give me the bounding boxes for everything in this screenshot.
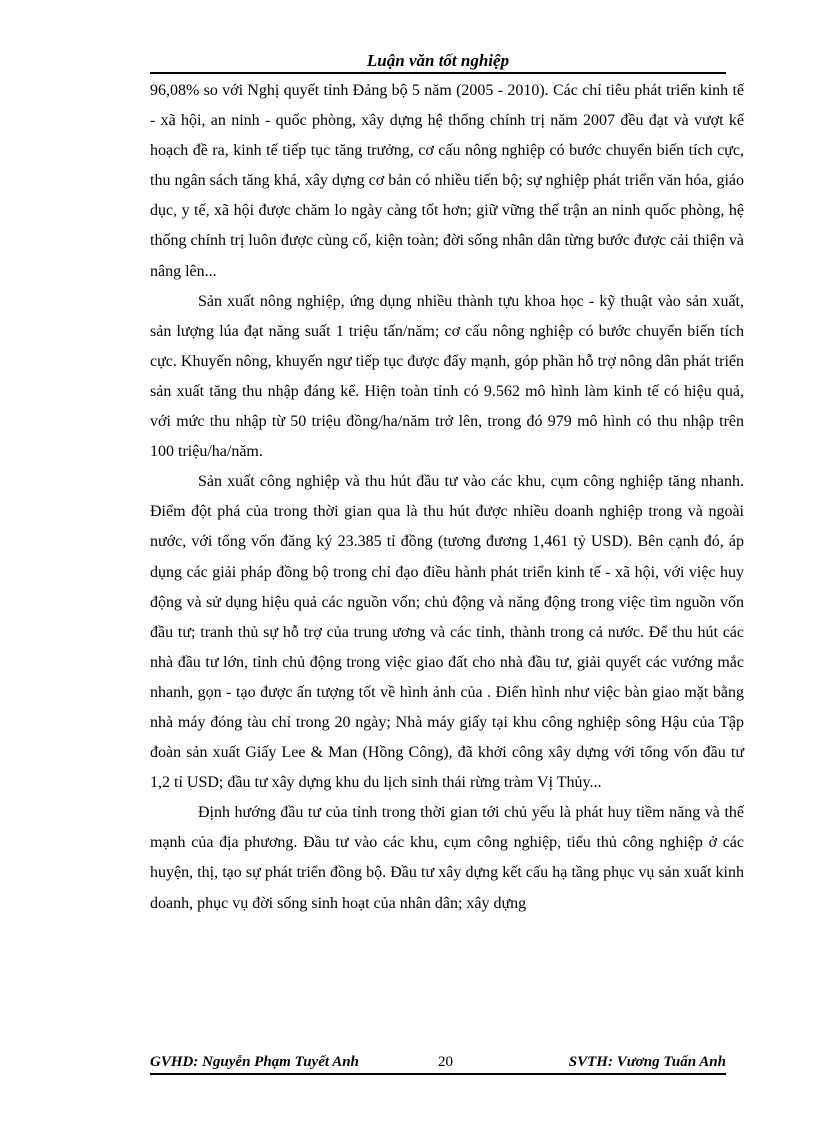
footer-student: SVTH: Vương Tuấn Anh — [568, 1054, 726, 1070]
document-body — [150, 76, 744, 919]
footer-advisor: GVHD: Nguyễn Phạm Tuyết Anh — [150, 1054, 359, 1070]
header-title: Luận văn tốt nghiệp — [366, 51, 510, 70]
paragraph-agriculture: Sản xuất nông nghiệp, ứng dụng nhiều thành tựu khoa học - kỹ thuật vào sản xuất, sản lượng lúa đạt năng suất 1 triệu tấn/năm; cơ cấu nông nghiệp có bước chuyển biến tích cực. Khuyến nông, khuyến ngư tiếp tục được đẩy mạnh, góp phần hỗ trợ nông dân phát triển sản xuất tăng thu nhập đáng kể. Hiện toàn tỉnh có 9.562 mô hình làm kinh tế có hiệu quả, với mức thu nhập từ 50 triệu đồng/ha/năm trở lên, trong đó 979 mô hình có thu nhập trên 100 triệu/ha/năm. — [150, 292, 744, 461]
paragraph-continuation: 96,08% so với Nghị quyết tỉnh Đảng bộ 5 năm (2005 - 2010). Các chỉ tiêu phát triển kinh tế - xã hội, an ninh - quốc phòng, xây dựng hệ thống chính trị năm 2007 đều đạt và vượt kế hoạch đề ra, kinh tế tiếp tục tăng trưởng, cơ cấu nông nghiệp có bước chuyển biến tích cực, thu ngân sách tăng khá, xây dựng cơ bản có nhiều tiến bộ; sự nghiệp phát triển văn hóa, giáo dục, y tế, xã hội được chăm lo ngày càng tốt hơn; giữ vững thế trận an ninh quốc phòng, hệ thống chính trị luôn được cùng cố, kiện toàn; đời sống nhân dân từng bước được cải thiện và nâng lên... — [150, 82, 744, 280]
paragraph-industry: Sản xuất công nghiệp và thu hút đầu tư vào các khu, cụm công nghiệp tăng nhanh. Điểm đột phá của trong thời gian qua là thu hút được nhiều doanh nghiệp trong và ngoài nước, với tổng vốn đăng ký 23.385 tỉ đồng (tương đương 1,461 tỷ USD). Bên cạnh đó, áp dụng các giải pháp đồng bộ trong chỉ đạo điều hành phát triển kinh tế - xã hội, với việc huy động và sử dụng hiệu quả các nguồn vốn; chủ động và năng động trong việc tìm nguồn vốn đầu tư; tranh thủ sự hỗ trợ của trung ương và các tỉnh, thành trong cả nước. Để thu hút các nhà đầu tư lớn, tỉnh chủ động trong việc giao đất cho nhà đầu tư, giải quyết các vướng mắc nhanh, gọn - tạo được ấn tượng tốt về hình ảnh của . Điển hình như việc bàn giao mặt bằng nhà máy đóng tàu chỉ trong 20 ngày; Nhà máy giấy tại khu công nghiệp sông Hậu của Tập đoàn sản xuất Giấy Lee & Man (Hồng Công), đã khởi công xây dựng với tổng vốn đầu tư 1,2 tỉ USD; đầu tư xây dựng khu du lịch sinh thái rừng tràm Vị Thủy... — [150, 473, 744, 792]
paragraph-investment-direction: Định hướng đầu tư của tỉnh trong thời gian tới chủ yếu là phát huy tiềm năng và thế mạnh của địa phương. Đầu tư vào các khu, cụm công nghiệp, tiểu thủ công nghiệp ở các huyện, thị, tạo sự phát triển đồng bộ. Đầu tư xây dựng kết cấu hạ tầng phục vụ sản xuất kinh doanh, phục vụ đời sống sinh hoạt của nhân dân; xây dựng — [150, 804, 744, 912]
page-header — [150, 50, 726, 74]
page-number: 20 — [438, 1054, 453, 1070]
page-footer — [150, 1051, 726, 1075]
